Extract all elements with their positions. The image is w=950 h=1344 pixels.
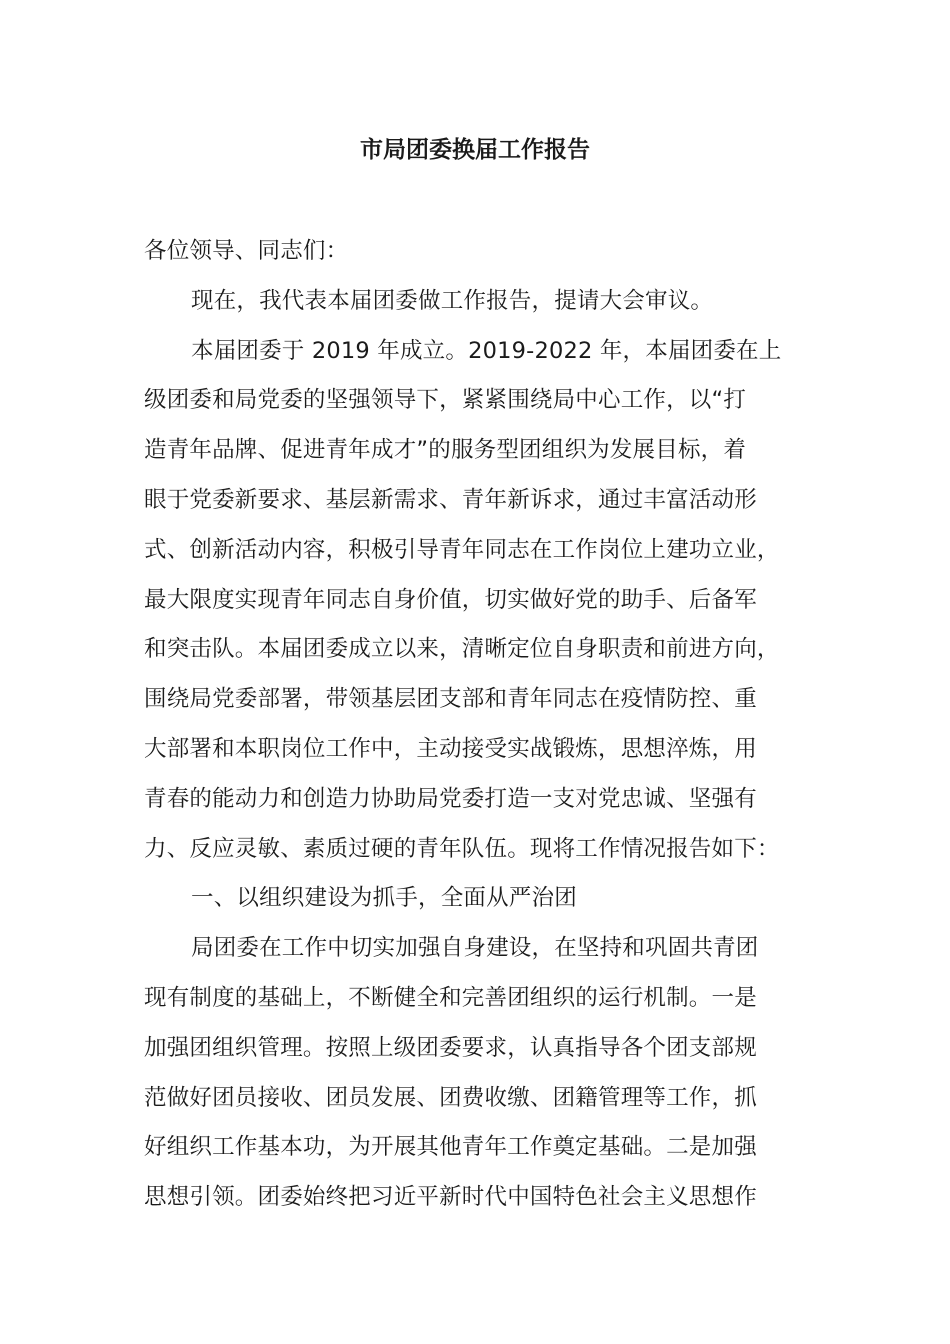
text-line: 造青年品牌、促进青年成才”的服务型团组织为发展目标，着 <box>144 437 747 464</box>
text-line: 现在，我代表本届团委做工作报告，提请大会审议。 <box>191 287 714 314</box>
document-body <box>144 231 824 1227</box>
text-line: 围绕局党委部署，带领基层团支部和青年同志在疫情防控、重 <box>144 686 757 713</box>
text-line: 青春的能动力和创造力协助局党委打造一支对党忠诚、坚强有 <box>144 785 757 812</box>
text-line: 眼于党委新要求、基层新需求、青年新诉求，通过丰富活动形 <box>144 486 757 513</box>
text-line: 级团委和局党委的坚强领导下，紧紧围绕局中心工作，以“打 <box>144 387 747 414</box>
text-line: 好组织工作基本功，为开展其他青年工作奠定基础。二是加强 <box>144 1134 757 1161</box>
document-title: 市局团委换届工作报告 <box>360 137 590 163</box>
text-line: 一、以组织建设为抓手，全面从严治团 <box>191 885 577 912</box>
text-line: 加强团组织管理。按照上级团委要求，认真指导各个团支部规 <box>144 1034 757 1061</box>
text-line: 和突击队。本届团委成立以来，清晰定位自身职责和前进方向， <box>144 636 780 663</box>
text-line: 范做好团员接收、团员发展、团费收缴、团籍管理等工作，抓 <box>144 1084 757 1111</box>
text-line: 力、反应灵敏、素质过硬的青年队伍。现将工作情况报告如下： <box>144 835 780 862</box>
text-line: 本届团委于 2019 年成立。2019-2022 年，本届团委在上 <box>191 337 782 364</box>
text-line: 最大限度实现青年同志自身价值，切实做好党的助手、后备军 <box>144 586 757 613</box>
text-line: 局团委在工作中切实加强自身建设，在坚持和巩固共青团 <box>191 935 759 962</box>
text-line: 大部署和本职岗位工作中，主动接受实战锻炼，思想淬炼，用 <box>144 735 757 762</box>
text-line: 各位领导、同志们： <box>144 238 349 264</box>
text-line: 现有制度的基础上，不断健全和完善团组织的运行机制。一是 <box>144 984 757 1011</box>
text-line: 思想引领。团委始终把习近平新时代中国特色社会主义思想作 <box>144 1184 757 1211</box>
text-line: 式、创新活动内容，积极引导青年同志在工作岗位上建功立业， <box>144 536 780 563</box>
